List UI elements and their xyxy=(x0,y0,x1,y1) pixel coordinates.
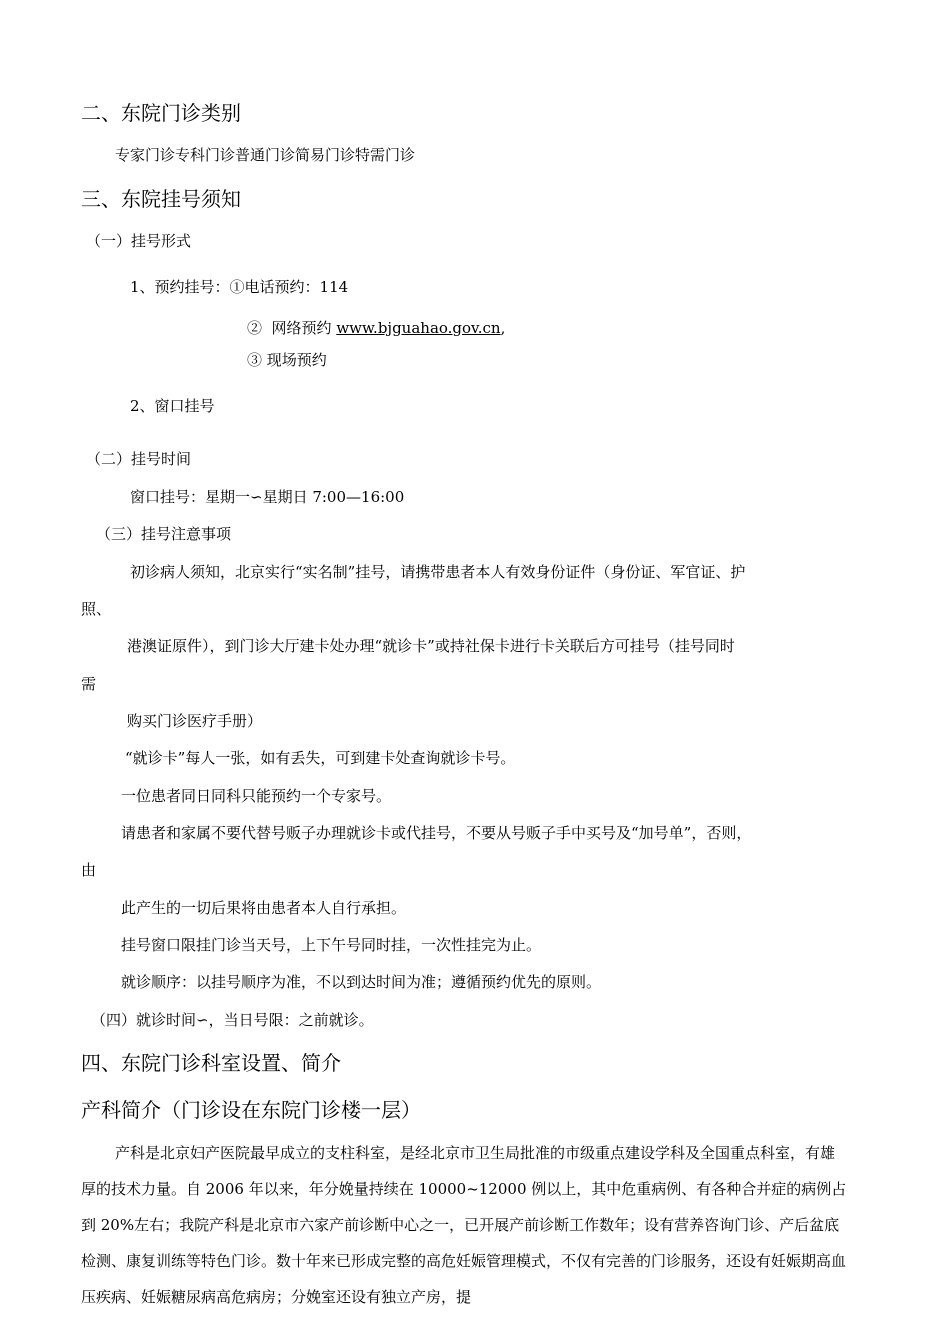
notes-line-1-wrap: 照、 xyxy=(81,600,112,618)
notes-line-6: 请患者和家属不要代替号贩子办理就诊卡或代挂号，不要从号贩子手中买号及“加号单”，否则， xyxy=(121,824,752,842)
section-4-heading: 四、东院门诊科室设置、简介 xyxy=(81,1051,341,1075)
notes-line-2-wrap: 需 xyxy=(81,675,97,693)
registration-form-title: （一）挂号形式 xyxy=(86,232,192,250)
obstetrics-description-text: 产科是北京妇产医院最早成立的支柱科室，是经北京市卫生局批准的市级重点建设学科及全国重点科室，有雄厚的技术力量。自 2006 年以来，年分娩量持续在 10000~12000 例以上，其中危重病例、有各种合并症的病例占到 20%左右；我院产科是北京市六家产前诊断中心之一，已开展产前诊断工作数年；设有营养咨询门诊、产后盆底检测、康复训练等特色门诊。数十年来已形成完整的高危妊娠管理模式，不仅有完善的门诊服务，还设有妊娠期高血压疾病、妊娠糖尿病高危病房；分娩室还设有独立产房，提 xyxy=(81,1144,847,1306)
notes-line-1: 初诊病人须知，北京实行“实名制”挂号，请携带患者本人有效身份证件（身份证、军官证、护 xyxy=(130,563,746,581)
notes-line-3: 购买门诊医疗手册） xyxy=(127,712,263,730)
obstetrics-description xyxy=(81,1135,849,1315)
registration-time-title: （二）挂号时间 xyxy=(86,450,192,468)
notes-line-8: 挂号窗口限挂门诊当天号，上下午号同时挂，一次性挂完为止。 xyxy=(121,936,542,954)
notes-line-6-wrap: 由 xyxy=(81,861,97,879)
notes-line-5: 一位患者同日同科只能预约一个专家号。 xyxy=(121,787,392,805)
online-appointment-suffix: , xyxy=(500,319,506,337)
registration-time-text: 窗口挂号：星期一∽星期日 7:00—16:00 xyxy=(130,488,405,506)
notes-line-9: 就诊顺序：以挂号顺序为准，不以到达时间为准；遵循预约优先的原则。 xyxy=(121,973,602,991)
notes-line-2: 港澳证原件），到门诊大厅建卡处办理“就诊卡”或持社保卡进行卡关联后方可挂号（挂号同时 xyxy=(127,637,735,655)
guahao-website-link[interactable]: www.bjguahao.gov.cn xyxy=(336,319,501,337)
registration-notes-title: （三）挂号注意事项 xyxy=(96,525,232,543)
online-appointment-item xyxy=(247,318,505,338)
notes-line-4: “就诊卡”每人一张，如有丢失，可到建卡处查询就诊卡号。 xyxy=(125,749,516,767)
online-appointment-label: ② 网络预约 xyxy=(247,319,337,337)
visit-time-text: （四）就诊时间∽，当日号限：之前就诊。 xyxy=(91,1011,374,1029)
notes-line-7: 此产生的一切后果将由患者本人自行承担。 xyxy=(121,899,407,917)
appointment-item: 1、预约挂号：①电话预约：114 xyxy=(130,278,349,296)
onsite-appointment-item: ③ 现场预约 xyxy=(247,351,327,369)
obstetrics-title: 产科简介（门诊设在东院门诊楼一层） xyxy=(81,1098,421,1122)
section-3-heading: 三、东院挂号须知 xyxy=(81,187,241,211)
section-2-heading: 二、东院门诊类别 xyxy=(81,101,241,125)
window-registration-item: 2、窗口挂号 xyxy=(130,397,215,415)
clinic-types: 专家门诊专科门诊普通门诊简易门诊特需门诊 xyxy=(115,146,416,164)
